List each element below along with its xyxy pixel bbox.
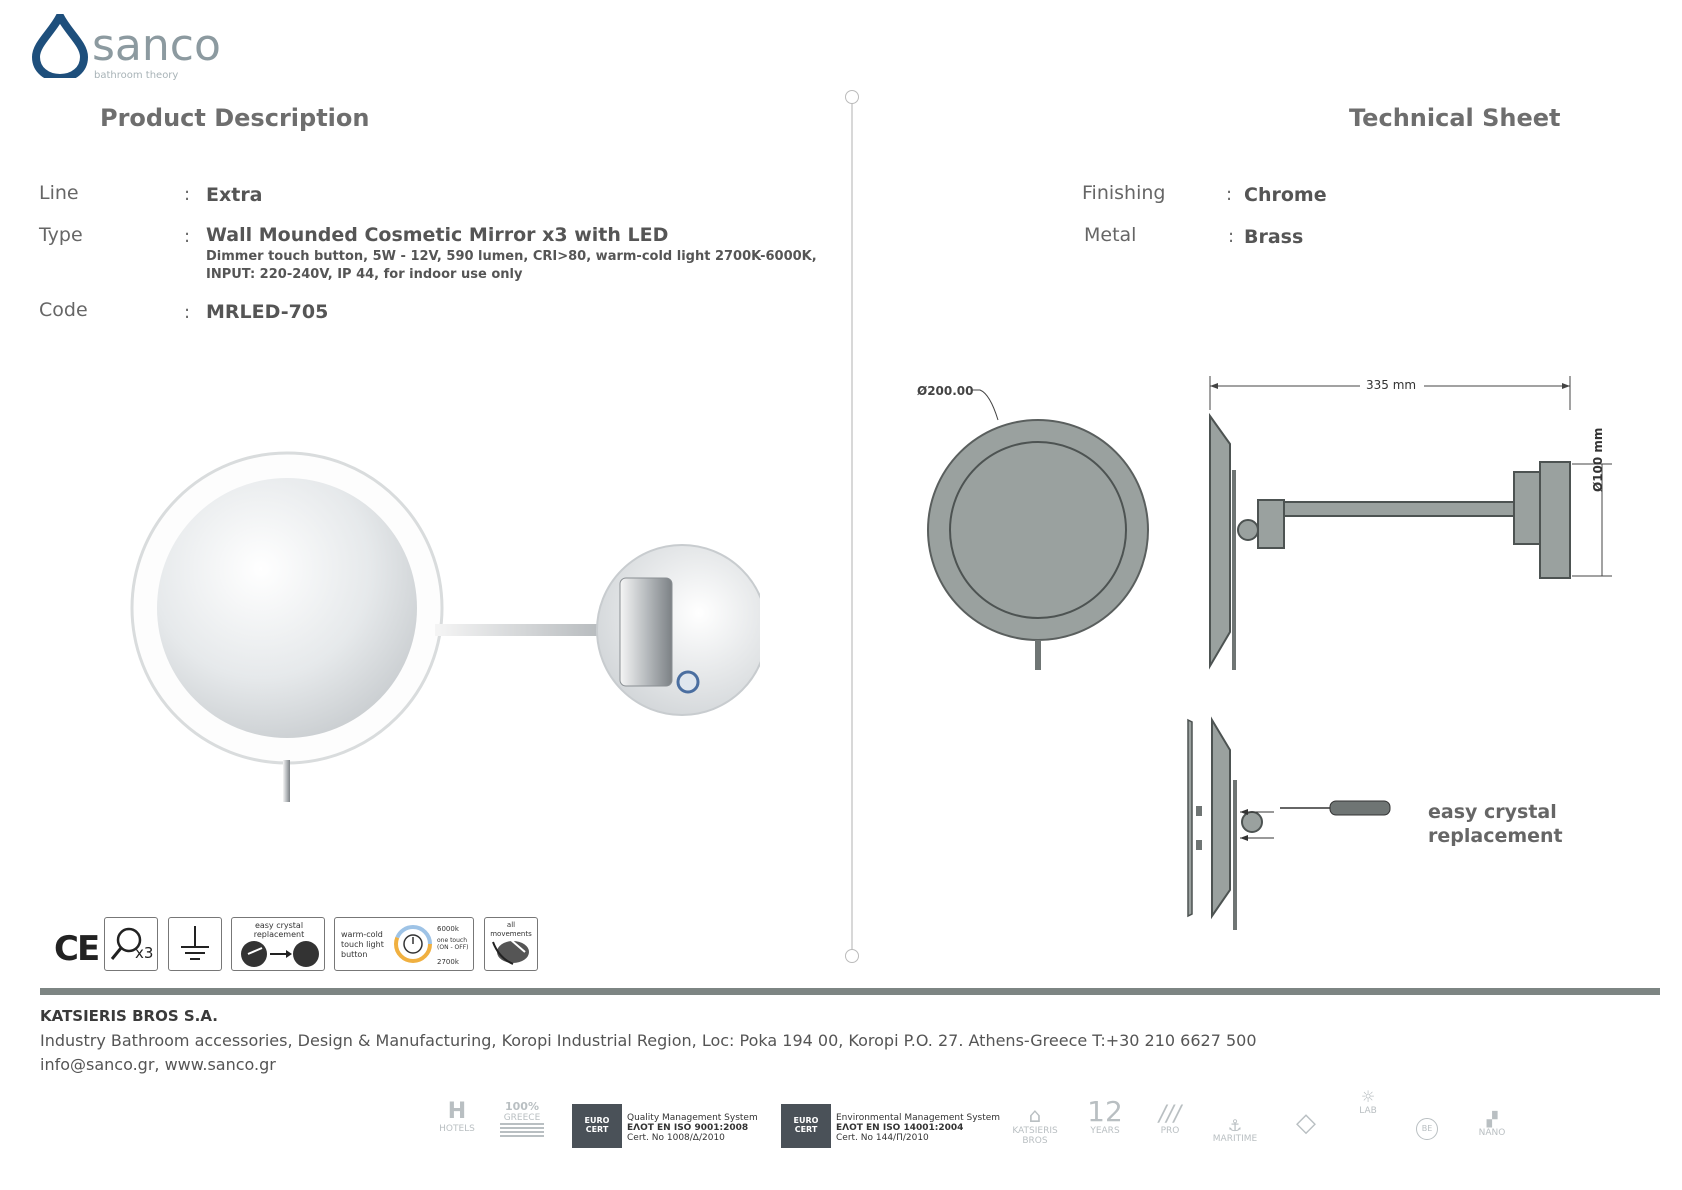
- technical-sheet-title: Technical Sheet: [1349, 104, 1561, 132]
- euro-cert-logo-2: [781, 1104, 831, 1148]
- nano-badge: [1472, 1112, 1512, 1138]
- finishing-value: Chrome: [1244, 184, 1327, 206]
- technical-drawing: [890, 360, 1650, 970]
- anchor-icon: ⚓: [1227, 1116, 1243, 1135]
- base-diameter-label: Ø100 mm: [1591, 427, 1605, 492]
- lab-label: LAB: [1359, 1106, 1377, 1116]
- mirror-diameter-label: Ø200.00: [917, 384, 974, 398]
- pro-icon: ///: [1158, 1102, 1182, 1127]
- warm-cold-label-2: touch light: [341, 940, 384, 949]
- company-address: Industry Bathroom accessories, Design & Manufacturing, Koropi Industrial Region, Loc: Poka 194 00, Koropi P.O. 27. Athens-Greece T:+30 210 6627 500: [40, 1031, 1257, 1050]
- code-value: MRLED-705: [206, 301, 329, 323]
- warm-cold-badge: [334, 917, 474, 971]
- dimmer-icon: [393, 924, 433, 964]
- years-number: 12: [1087, 1095, 1123, 1128]
- maritime-label: MARITIME: [1212, 1134, 1258, 1144]
- made-in-greece-badge: [500, 1100, 544, 1137]
- warm-cold-label-1: warm-cold: [341, 930, 383, 939]
- temp-low-label: 2700k: [437, 958, 459, 966]
- metal-value: Brass: [1244, 226, 1304, 248]
- greek-flag-icon: [500, 1123, 544, 1137]
- metal-label: Metal: [1084, 224, 1137, 246]
- made-greece-label: GREECE: [503, 1113, 541, 1123]
- pro-label: PRO: [1160, 1126, 1180, 1136]
- cert-2-line-3: Cert. No 144/Π/2010: [836, 1133, 929, 1143]
- cert-1-line-2: ΕΛΟΤ EN ISO 9001:2008: [627, 1123, 749, 1133]
- warm-cold-label-3: button: [341, 950, 368, 959]
- brand-name: sanco: [92, 20, 221, 71]
- one-touch-label: one touch (ON - OFF): [437, 937, 469, 951]
- code-label: Code: [39, 299, 88, 321]
- years-badge: [1085, 1095, 1125, 1136]
- pro-badge: [1150, 1104, 1190, 1136]
- finishing-colon: :: [1226, 184, 1233, 205]
- made-greece-percent: 100%: [505, 1100, 539, 1113]
- water-drop-icon: [30, 14, 90, 78]
- maritime-badge: [1210, 1118, 1260, 1144]
- magnify-x3-badge: [104, 917, 158, 971]
- katsieris-icon: ⌂: [1028, 1103, 1042, 1127]
- line-label: Line: [39, 182, 79, 204]
- home-badge: [1288, 1108, 1324, 1138]
- all-movements-label: all movements: [490, 921, 532, 938]
- temp-high-label: 6000k: [437, 925, 459, 933]
- arm-length-label: 335 mm: [1366, 378, 1417, 392]
- diamond-icon: ◇: [1296, 1108, 1316, 1138]
- cert-1-line-3: Cert. No 1008/Δ/2010: [627, 1133, 725, 1143]
- easy-crystal-label: easy crystal replacement: [253, 921, 305, 939]
- line-value: Extra: [206, 184, 263, 206]
- be-badge: [1412, 1118, 1442, 1140]
- cert-1-text: [627, 1113, 758, 1143]
- magnify-label: x3: [135, 944, 154, 962]
- easy-crystal-line-1: easy crystal: [1428, 801, 1557, 823]
- center-divider: [851, 97, 853, 952]
- ce-mark: CE: [54, 929, 99, 969]
- cert-2-line-2: ΕΛΟΤ EN ISO 14001:2004: [836, 1123, 964, 1133]
- line-colon: :: [184, 184, 191, 205]
- ground-icon: [169, 918, 221, 970]
- nano-label: NANO: [1478, 1128, 1506, 1138]
- euro-cert-label-1: EURO CERT: [584, 1116, 610, 1134]
- euro-cert-logo-1: [572, 1104, 622, 1148]
- katsieris-badge: [1010, 1104, 1060, 1146]
- brand-tagline: bathroom theory: [94, 70, 179, 81]
- be-label: BE: [1416, 1118, 1438, 1140]
- all-movements-badge: [484, 917, 538, 971]
- years-label: YEARS: [1090, 1126, 1120, 1136]
- euro-cert-label-2: EURO CERT: [793, 1116, 819, 1134]
- footer-bar: [40, 988, 1660, 995]
- product-description-title: Product Description: [100, 104, 370, 132]
- easy-crystal-line-2: replacement: [1428, 825, 1563, 847]
- katsieris-label: KATSIERIS BROS: [1012, 1126, 1058, 1146]
- company-contact: info@sanco.gr, www.sanco.gr: [40, 1055, 276, 1074]
- product-photo: [120, 430, 760, 810]
- finishing-label: Finishing: [1082, 182, 1166, 204]
- type-colon: :: [184, 226, 191, 247]
- divider-top-dot: [845, 90, 859, 104]
- type-label: Type: [39, 224, 83, 246]
- type-detail-1: Dimmer touch button, 5W - 12V, 590 lumen, CRI>80, warm-cold light 2700K-6000K,: [206, 249, 817, 264]
- easy-crystal-badge: [231, 917, 325, 971]
- cert-2-text: [836, 1113, 1000, 1143]
- nano-icon: ▞: [1486, 1112, 1498, 1128]
- crystal-swap-icon: [232, 918, 324, 970]
- hotels-badge: [435, 1100, 479, 1134]
- cert-1-line-1: Quality Management System: [627, 1113, 758, 1123]
- metal-colon: :: [1228, 226, 1235, 247]
- company-name: KATSIERIS BROS S.A.: [40, 1007, 218, 1025]
- type-detail-2: INPUT: 220-240V, IP 44, for indoor use only: [206, 267, 523, 282]
- type-value: Wall Mounded Cosmetic Mirror x3 with LED: [206, 224, 669, 246]
- bulb-icon: ☼: [1360, 1087, 1376, 1106]
- rotation-icon: [485, 918, 537, 970]
- hotels-label: HOTELS: [439, 1124, 475, 1134]
- divider-bottom-dot: [845, 949, 859, 963]
- hotels-icon: H: [447, 1099, 467, 1124]
- code-colon: :: [184, 302, 191, 323]
- ground-symbol-badge: [168, 917, 222, 971]
- lab-badge: [1350, 1088, 1386, 1116]
- cert-2-line-1: Environmental Management System: [836, 1113, 1001, 1123]
